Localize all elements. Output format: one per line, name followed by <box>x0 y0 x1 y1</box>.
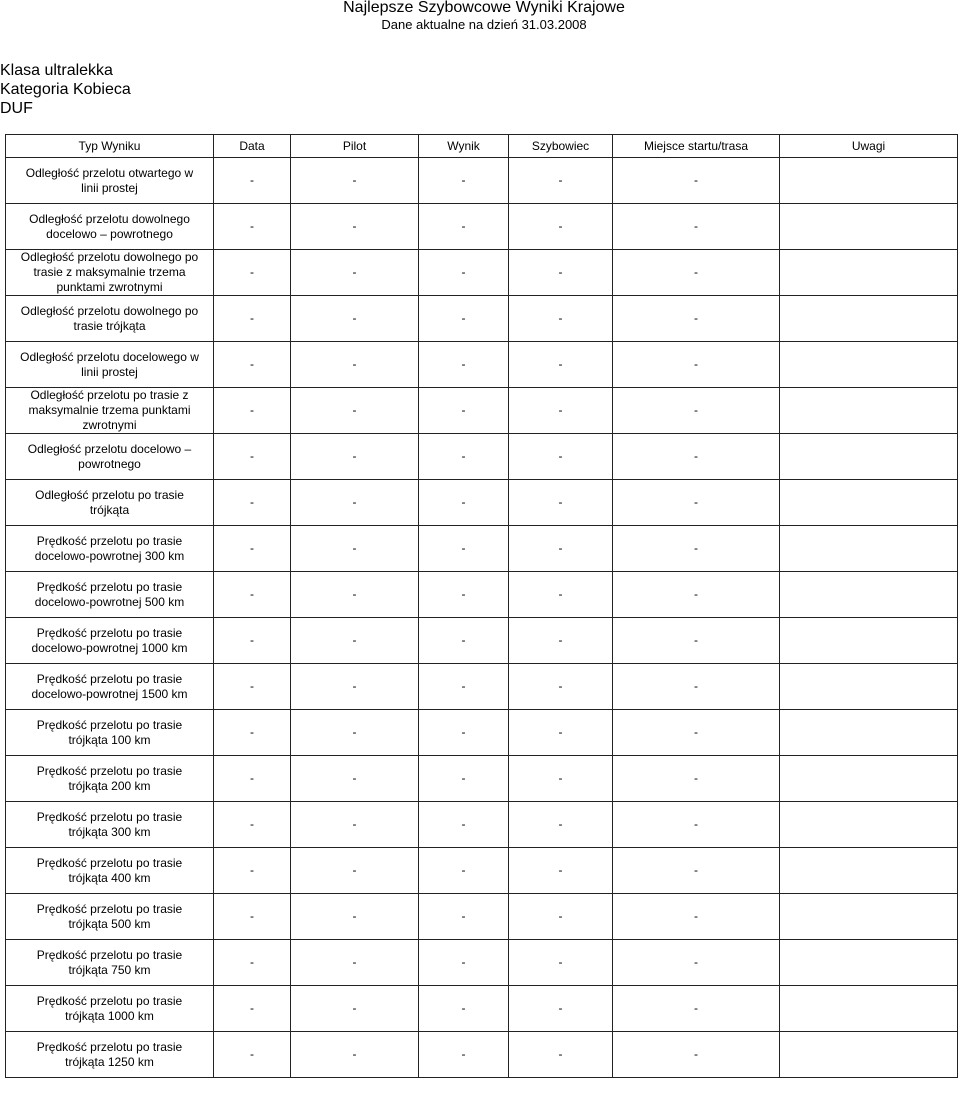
cell-result: - <box>419 526 509 572</box>
cell-glider: - <box>509 986 613 1032</box>
cell-pilot: - <box>291 848 419 894</box>
cell-place: - <box>613 250 780 296</box>
column-header-glider: Szybowiec <box>509 135 613 158</box>
cell-notes <box>780 158 958 204</box>
cell-place: - <box>613 158 780 204</box>
cell-type: Prędkość przelotu po trasie docelowo-powrotnej 1500 km <box>6 664 214 710</box>
cell-pilot: - <box>291 388 419 434</box>
table-row <box>6 1032 958 1078</box>
cell-glider: - <box>509 434 613 480</box>
cell-glider: - <box>509 940 613 986</box>
cell-glider: - <box>509 158 613 204</box>
cell-type: Prędkość przelotu po trasie docelowo-powrotnej 1000 km <box>6 618 214 664</box>
cell-glider: - <box>509 480 613 526</box>
table-row <box>6 848 958 894</box>
cell-type: Prędkość przelotu po trasie trójkąta 1250 km <box>6 1032 214 1078</box>
cell-place: - <box>613 204 780 250</box>
cell-place: - <box>613 894 780 940</box>
cell-notes <box>780 1032 958 1078</box>
cell-date: - <box>214 664 291 710</box>
cell-date: - <box>214 480 291 526</box>
cell-place: - <box>613 480 780 526</box>
cell-date: - <box>214 250 291 296</box>
badge-label: DUF <box>0 100 33 117</box>
cell-place: - <box>613 434 780 480</box>
column-header-pilot: Pilot <box>291 135 419 158</box>
cell-place: - <box>613 618 780 664</box>
cell-type: Prędkość przelotu po trasie docelowo-powrotnej 300 km <box>6 526 214 572</box>
category-label: Kategoria Kobieca <box>0 81 131 98</box>
cell-result: - <box>419 388 509 434</box>
cell-place: - <box>613 526 780 572</box>
cell-type: Prędkość przelotu po trasie trójkąta 300 km <box>6 802 214 848</box>
cell-pilot: - <box>291 204 419 250</box>
cell-notes <box>780 204 958 250</box>
cell-type: Odległość przelotu dowolnego po trasie trójkąta <box>6 296 214 342</box>
cell-glider: - <box>509 388 613 434</box>
cell-glider: - <box>509 710 613 756</box>
cell-type: Odległość przelotu docelowo – powrotnego <box>6 434 214 480</box>
cell-notes <box>780 296 958 342</box>
table-row <box>6 710 958 756</box>
table-row <box>6 756 958 802</box>
cell-pilot: - <box>291 618 419 664</box>
cell-notes <box>780 710 958 756</box>
cell-type: Odległość przelotu po trasie trójkąta <box>6 480 214 526</box>
cell-notes <box>780 480 958 526</box>
cell-pilot: - <box>291 986 419 1032</box>
cell-pilot: - <box>291 710 419 756</box>
cell-result: - <box>419 664 509 710</box>
cell-result: - <box>419 204 509 250</box>
cell-date: - <box>214 756 291 802</box>
cell-type: Prędkość przelotu po trasie trójkąta 1000 km <box>6 986 214 1032</box>
cell-pilot: - <box>291 940 419 986</box>
cell-result: - <box>419 618 509 664</box>
cell-pilot: - <box>291 158 419 204</box>
cell-notes <box>780 434 958 480</box>
cell-date: - <box>214 158 291 204</box>
cell-glider: - <box>509 664 613 710</box>
table-row <box>6 802 958 848</box>
cell-place: - <box>613 940 780 986</box>
cell-date: - <box>214 894 291 940</box>
class-label: Klasa ultralekka <box>0 62 113 79</box>
column-header-type: Typ Wyniku <box>6 135 214 158</box>
cell-type: Odległość przelotu po trasie z maksymalnie trzema punktami zwrotnymi <box>6 388 214 434</box>
column-header-date: Data <box>214 135 291 158</box>
document-date: Dane aktualne na dzień 31.03.2008 <box>381 17 587 32</box>
cell-result: - <box>419 894 509 940</box>
cell-glider: - <box>509 1032 613 1078</box>
cell-notes <box>780 940 958 986</box>
cell-date: - <box>214 388 291 434</box>
cell-result: - <box>419 250 509 296</box>
cell-notes <box>780 848 958 894</box>
cell-date: - <box>214 940 291 986</box>
cell-place: - <box>613 986 780 1032</box>
cell-type: Prędkość przelotu po trasie trójkąta 100 km <box>6 710 214 756</box>
cell-result: - <box>419 434 509 480</box>
table-row <box>6 572 958 618</box>
cell-place: - <box>613 296 780 342</box>
cell-notes <box>780 756 958 802</box>
cell-place: - <box>613 710 780 756</box>
cell-glider: - <box>509 894 613 940</box>
cell-place: - <box>613 802 780 848</box>
cell-type: Odległość przelotu docelowego w linii prostej <box>6 342 214 388</box>
cell-notes <box>780 802 958 848</box>
cell-result: - <box>419 1032 509 1078</box>
cell-result: - <box>419 572 509 618</box>
cell-type: Prędkość przelotu po trasie trójkąta 200 km <box>6 756 214 802</box>
table-row <box>6 250 958 296</box>
cell-pilot: - <box>291 1032 419 1078</box>
cell-date: - <box>214 802 291 848</box>
cell-notes <box>780 526 958 572</box>
cell-notes <box>780 572 958 618</box>
cell-result: - <box>419 342 509 388</box>
table-row <box>6 342 958 388</box>
cell-place: - <box>613 342 780 388</box>
cell-glider: - <box>509 296 613 342</box>
cell-place: - <box>613 572 780 618</box>
cell-pilot: - <box>291 296 419 342</box>
column-header-result: Wynik <box>419 135 509 158</box>
results-table <box>5 134 958 1078</box>
cell-place: - <box>613 848 780 894</box>
cell-pilot: - <box>291 802 419 848</box>
cell-glider: - <box>509 250 613 296</box>
column-header-place: Miejsce startu/trasa <box>613 135 780 158</box>
document-title: Najlepsze Szybowcowe Wyniki Krajowe <box>343 0 625 16</box>
cell-place: - <box>613 756 780 802</box>
cell-date: - <box>214 204 291 250</box>
cell-place: - <box>613 388 780 434</box>
table-row <box>6 434 958 480</box>
cell-glider: - <box>509 756 613 802</box>
cell-result: - <box>419 848 509 894</box>
cell-pilot: - <box>291 894 419 940</box>
cell-pilot: - <box>291 526 419 572</box>
cell-glider: - <box>509 342 613 388</box>
cell-glider: - <box>509 802 613 848</box>
cell-notes <box>780 250 958 296</box>
cell-glider: - <box>509 618 613 664</box>
table-row <box>6 388 958 434</box>
table-row <box>6 986 958 1032</box>
cell-date: - <box>214 296 291 342</box>
cell-date: - <box>214 1032 291 1078</box>
cell-notes <box>780 388 958 434</box>
cell-type: Prędkość przelotu po trasie docelowo-powrotnej 500 km <box>6 572 214 618</box>
cell-type: Odległość przelotu dowolnego po trasie z maksymalnie trzema punktami zwrotnymi <box>6 250 214 296</box>
cell-date: - <box>214 986 291 1032</box>
cell-result: - <box>419 480 509 526</box>
cell-type: Prędkość przelotu po trasie trójkąta 500 km <box>6 894 214 940</box>
table-row <box>6 894 958 940</box>
table-header-row <box>6 135 958 158</box>
table-row <box>6 664 958 710</box>
cell-pilot: - <box>291 756 419 802</box>
cell-pilot: - <box>291 480 419 526</box>
cell-pilot: - <box>291 664 419 710</box>
cell-date: - <box>214 572 291 618</box>
cell-result: - <box>419 986 509 1032</box>
cell-notes <box>780 986 958 1032</box>
cell-type: Odległość przelotu dowolnego docelowo – powrotnego <box>6 204 214 250</box>
cell-glider: - <box>509 204 613 250</box>
cell-date: - <box>214 434 291 480</box>
cell-pilot: - <box>291 434 419 480</box>
cell-notes <box>780 664 958 710</box>
cell-result: - <box>419 710 509 756</box>
cell-glider: - <box>509 848 613 894</box>
cell-notes <box>780 342 958 388</box>
cell-date: - <box>214 342 291 388</box>
cell-place: - <box>613 664 780 710</box>
cell-glider: - <box>509 572 613 618</box>
cell-glider: - <box>509 526 613 572</box>
cell-notes <box>780 618 958 664</box>
table-row <box>6 618 958 664</box>
cell-date: - <box>214 848 291 894</box>
cell-result: - <box>419 802 509 848</box>
cell-date: - <box>214 618 291 664</box>
cell-pilot: - <box>291 342 419 388</box>
column-header-notes: Uwagi <box>780 135 958 158</box>
cell-type: Prędkość przelotu po trasie trójkąta 750 km <box>6 940 214 986</box>
table-row <box>6 480 958 526</box>
table-row <box>6 526 958 572</box>
cell-notes <box>780 894 958 940</box>
cell-pilot: - <box>291 572 419 618</box>
cell-result: - <box>419 158 509 204</box>
table-row <box>6 204 958 250</box>
cell-date: - <box>214 710 291 756</box>
cell-pilot: - <box>291 250 419 296</box>
cell-result: - <box>419 940 509 986</box>
table-row <box>6 296 958 342</box>
cell-result: - <box>419 756 509 802</box>
cell-type: Odległość przelotu otwartego w linii prostej <box>6 158 214 204</box>
category-info <box>0 61 131 118</box>
table-row <box>6 158 958 204</box>
table-row <box>6 940 958 986</box>
cell-result: - <box>419 296 509 342</box>
cell-type: Prędkość przelotu po trasie trójkąta 400 km <box>6 848 214 894</box>
cell-date: - <box>214 526 291 572</box>
cell-place: - <box>613 1032 780 1078</box>
